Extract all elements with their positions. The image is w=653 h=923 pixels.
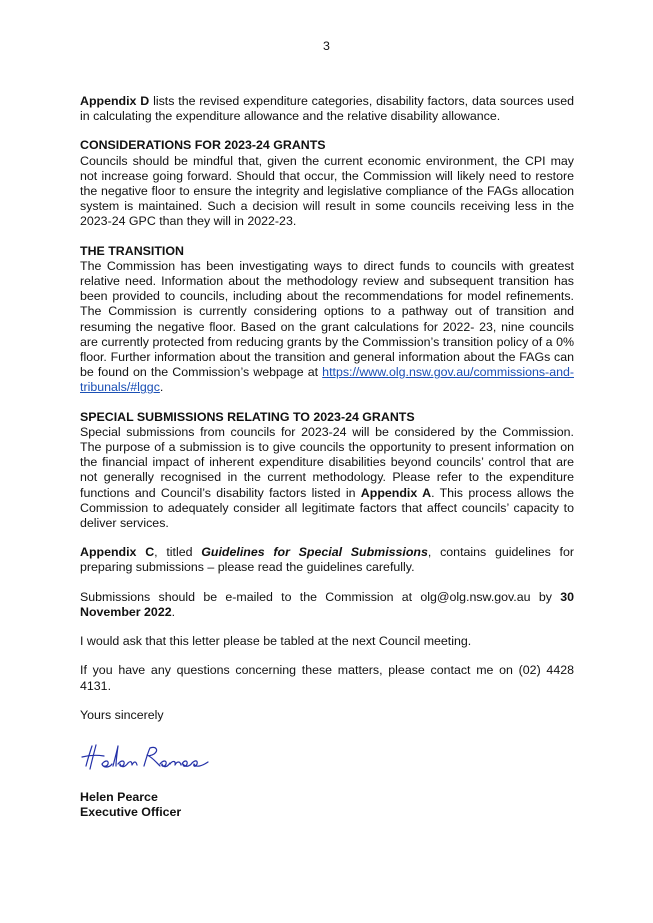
signatory-name: Helen Pearce bbox=[80, 790, 158, 804]
submissions-paragraph bbox=[80, 590, 574, 620]
appendix-c-label: Appendix C bbox=[80, 545, 155, 560]
appendix-c-end: , contains guidelines for preparing submissions – please read the guidelines carefully. bbox=[80, 545, 575, 575]
transition-end: . bbox=[159, 380, 164, 395]
transition-body: The Commission has been investigating ways to direct funds to councils with greatest relative need. Information about the methodology review and subsequent transition has been provided to councils, including about the recommendations for model refinements. The Commission is currently considering options to a pathway out of transition and resuming the negative floor. Based on the grant calculations for 2022- 23, nine councils are currently protected from reducing grants by the Commission’s transition policy of a 0% floor. Further information about the transition and general information about the FAGs can be found on the Commission’s webpage at bbox=[80, 258, 574, 380]
appendix-a-label: Appendix A bbox=[360, 485, 432, 500]
appendix-d-label: Appendix D bbox=[80, 94, 150, 108]
special-submissions-body: Special submissions from councils for 2023-24 will be considered by the Commission. The purpose of a submission is to give councils the opportunity to present information on the financial impact of inherent expenditure disabilities beyond councils’ control that are not generally recognised in the current methodology. Please refer to the expenditure functions and Council’s disability factors listed in bbox=[80, 424, 574, 500]
contact-paragraph: If you have any questions concerning these matters, please contact me on (02) 4428 4131. bbox=[80, 663, 574, 693]
signatory-block bbox=[80, 790, 181, 820]
special-submissions-paragraph bbox=[80, 425, 574, 531]
closing: Yours sincerely bbox=[80, 707, 164, 722]
signatory-title: Executive Officer bbox=[80, 805, 182, 820]
considerations-body: Councils should be mindful that, given the current economic environment, the CPI may not increase going forward. Should that occur, the Commission will likely need to restore the negative floor to ensure the integrity and legislative compliance of the FAGs allocation system is maintained. Such a decision will result in some councils receiving less in the 2023-24 GPC than they will in 2022-23. bbox=[80, 153, 574, 229]
appendix-c-mid: , titled bbox=[154, 545, 202, 560]
submissions-text: Submissions should be e-mailed to the Commission at olg@olg.nsw.gov.au by bbox=[80, 589, 561, 604]
submissions-end: . bbox=[171, 604, 176, 619]
special-submissions-end: . This process allows the Commission to adequately consider all legitimate factors that affect councils’ capacity to deliver services. bbox=[80, 485, 574, 531]
transition-heading: THE TRANSITION bbox=[80, 243, 184, 258]
handwritten-signature bbox=[80, 742, 220, 776]
commission-webpage-link[interactable]: https://www.olg.nsw.gov.au/commissions-and-tribunals/#lggc bbox=[80, 365, 574, 395]
appendix-d-paragraph bbox=[80, 94, 574, 124]
transition-paragraph bbox=[80, 259, 574, 396]
letter-body bbox=[80, 94, 574, 723]
considerations-heading: CONSIDERATIONS FOR 2023-24 GRANTS bbox=[80, 138, 326, 153]
appendix-c-paragraph bbox=[80, 545, 574, 575]
guidelines-title: Guidelines for Special Submissions bbox=[201, 545, 428, 560]
special-submissions-heading: SPECIAL SUBMISSIONS RELATING TO 2023-24 GRANTS bbox=[80, 409, 415, 424]
table-request: I would ask that this letter please be tabled at the next Council meeting. bbox=[80, 634, 472, 649]
page-number: 3 bbox=[323, 39, 330, 53]
submission-deadline: 30 November 2022 bbox=[80, 589, 574, 619]
appendix-d-text: lists the revised expenditure categories, disability factors, data sources used in calculating the expenditure allowance and the relative disability allowance. bbox=[80, 94, 574, 124]
